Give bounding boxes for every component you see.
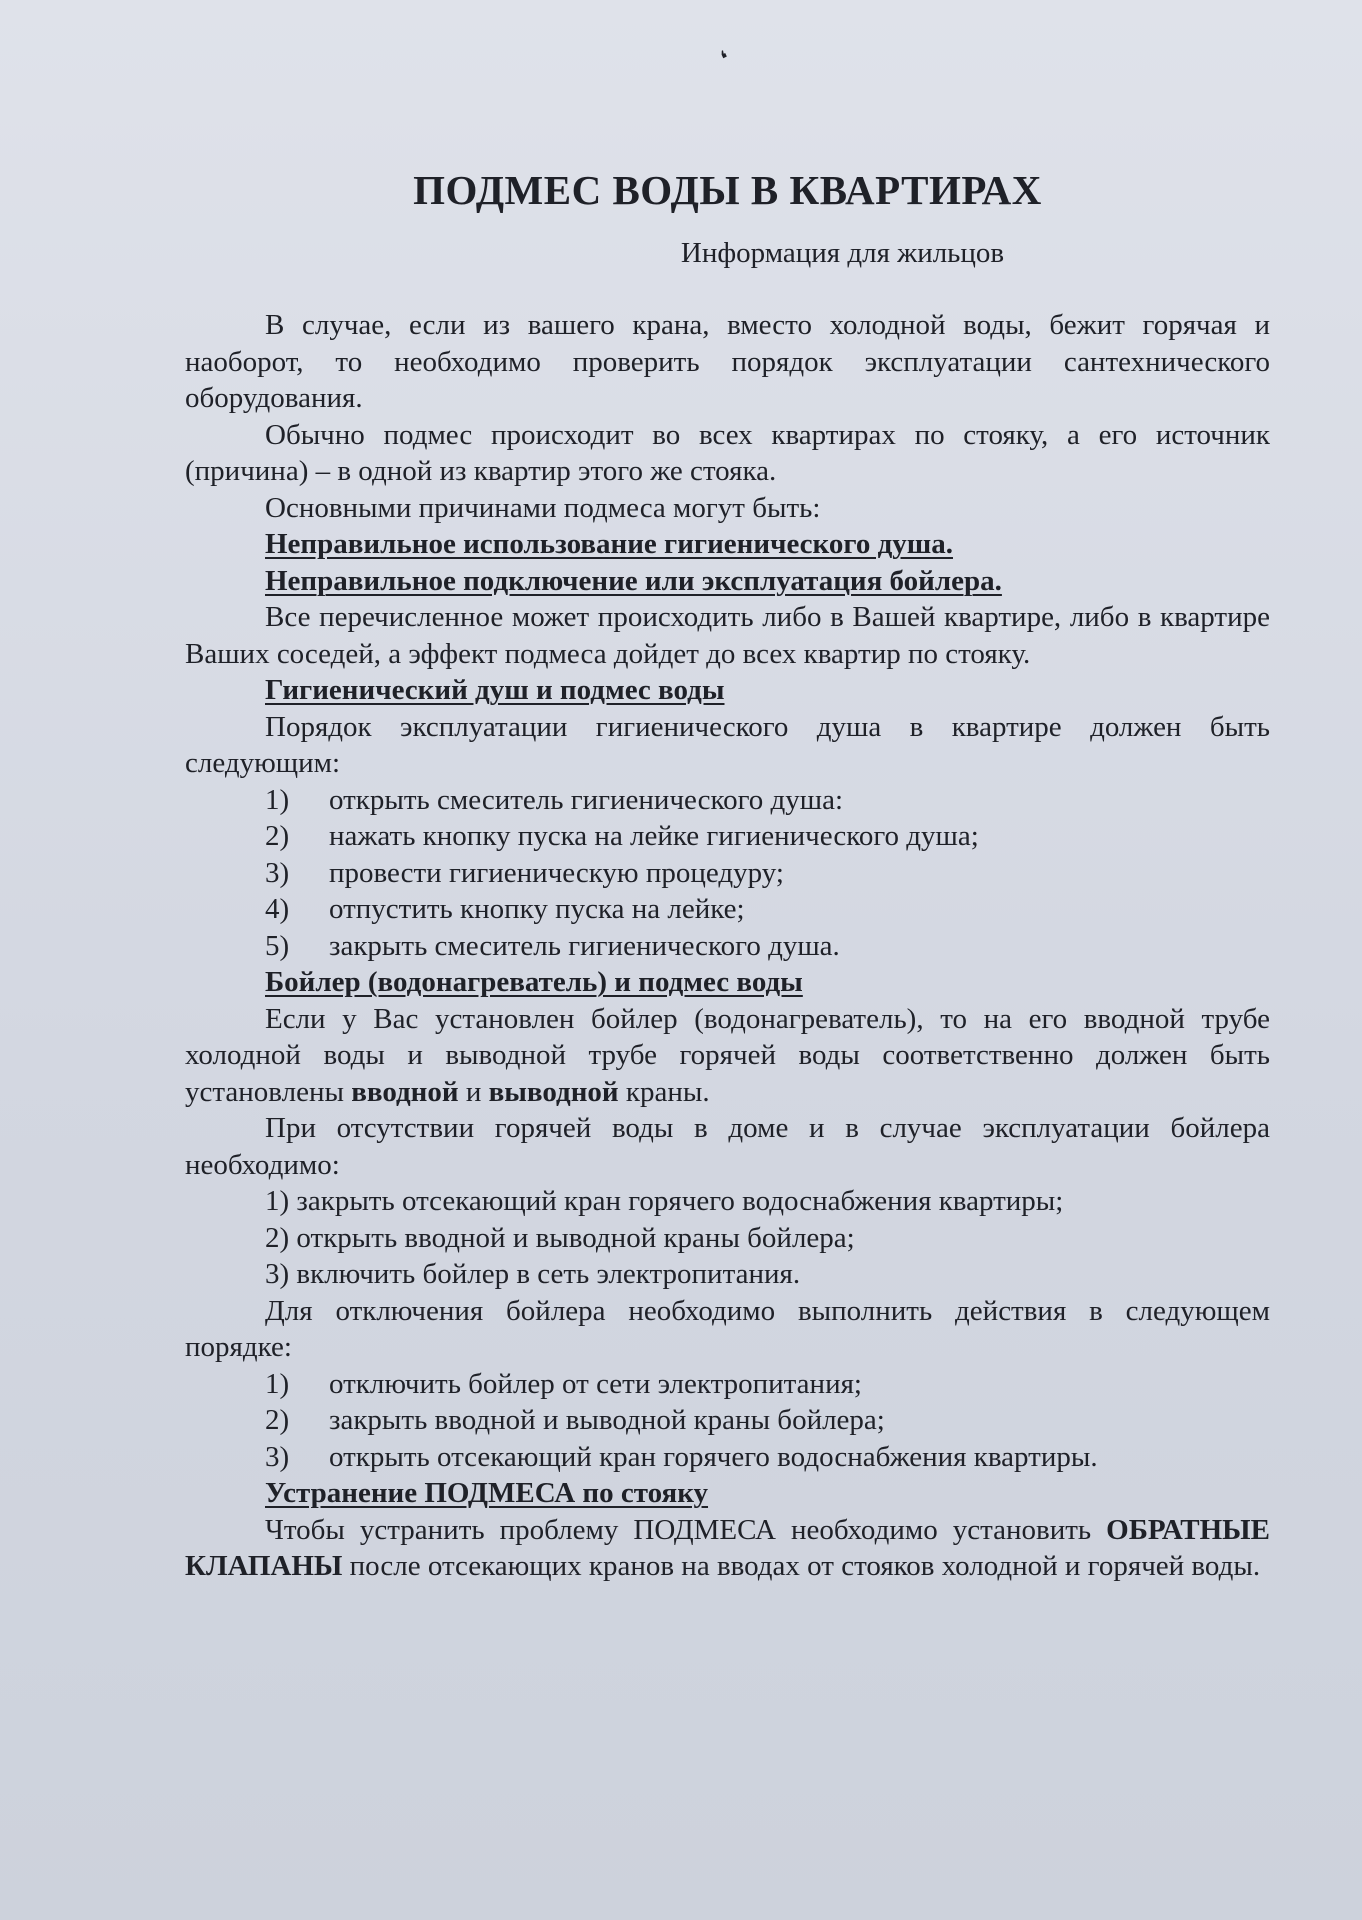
list-item: 1) открыть смеситель гигиенического душа: [265, 783, 844, 816]
list-item: 1) закрыть отсекающий кран горячего водоснабжения квартиры; [265, 1185, 1064, 1217]
cause-boiler: Неправильное подключение или эксплуатация бойлера. [265, 564, 1002, 597]
ink-mark-icon: ❛ [716, 45, 734, 72]
list-item: 2) нажать кнопку пуска на лейке гигиенического душа; [265, 820, 979, 852]
boiler-paragraph-2: При отсутствии горячей воды в доме и в случае эксплуатации бойлера необходимо: [185, 1112, 1270, 1181]
fix-paragraph: Чтобы устранить проблему ПОДМЕСА необходимо установить ОБРАТНЫЕ КЛАПАНЫ после отсекающих кранов на вводах от стояков холодной и горячей воды. [185, 1513, 1270, 1582]
shower-steps-list [185, 782, 1270, 965]
list-item: 2) закрыть вводной и выводной краны бойлера; [265, 1404, 885, 1436]
document-title: ПОДМЕС ВОДЫ В КВАРТИРАХ [413, 167, 1042, 213]
shower-heading: Гигиенический душ и подмес воды [265, 674, 725, 706]
intro-paragraph-1: В случае, если из вашего крана, вместо холодной воды, бежит горячая и наоборот, то необходимо проверить порядок эксплуатации сантехнического оборудования. [185, 309, 1270, 414]
list-item: 5) закрыть смеситель гигиенического душа. [265, 929, 840, 962]
boiler-paragraph-3: Для отключения бойлера необходимо выполнить действия в следующем порядке: [185, 1294, 1270, 1363]
intro-paragraph-4: Все перечисленное может происходить либо в Вашей квартире, либо в квартире Ваших соседей, а эффект подмеса дойдет до всех квартир по стояку. [185, 601, 1270, 670]
intro-paragraph-3: Основными причинами подмеса могут быть: [265, 491, 821, 524]
boiler-on-steps-list [185, 1183, 1270, 1293]
intro-paragraph-2: Обычно подмес происходит во всех квартирах по стояку, а его источник (причина) – в одной из квартир этого же стояка. [185, 418, 1270, 487]
list-item: 3) провести гигиеническую процедуру; [265, 856, 784, 889]
list-item: 2) открыть вводной и выводной краны бойлера; [265, 1221, 855, 1254]
boiler-heading: Бойлер (водонагреватель) и подмес воды [265, 966, 803, 998]
boiler-paragraph-1: Если у Вас установлен бойлер (водонагреватель), то на его вводной трубе холодной воды и выводной трубе горячей воды соответственно должен быть установлены вводной и выводной краны. [185, 1002, 1270, 1108]
list-item: 3) открыть отсекающий кран горячего водоснабжения квартиры. [265, 1440, 1098, 1473]
document-content [185, 165, 1270, 1585]
list-item: 3) включить бойлер в сеть электропитания. [265, 1258, 801, 1290]
shower-intro: Порядок эксплуатации гигиенического душа в квартире должен быть следующим: [185, 710, 1270, 779]
list-item: 4) отпустить кнопку пуска на лейке; [265, 893, 745, 925]
cause-shower: Неправильное использование гигиенического душа. [265, 528, 953, 560]
fix-heading: Устранение ПОДМЕСА по стояку [265, 1477, 709, 1509]
list-item: 1) отключить бойлер от сети электропитания; [265, 1367, 862, 1400]
boiler-off-steps-list [185, 1366, 1270, 1476]
document-subtitle: Информация для жильцов [680, 237, 1005, 269]
